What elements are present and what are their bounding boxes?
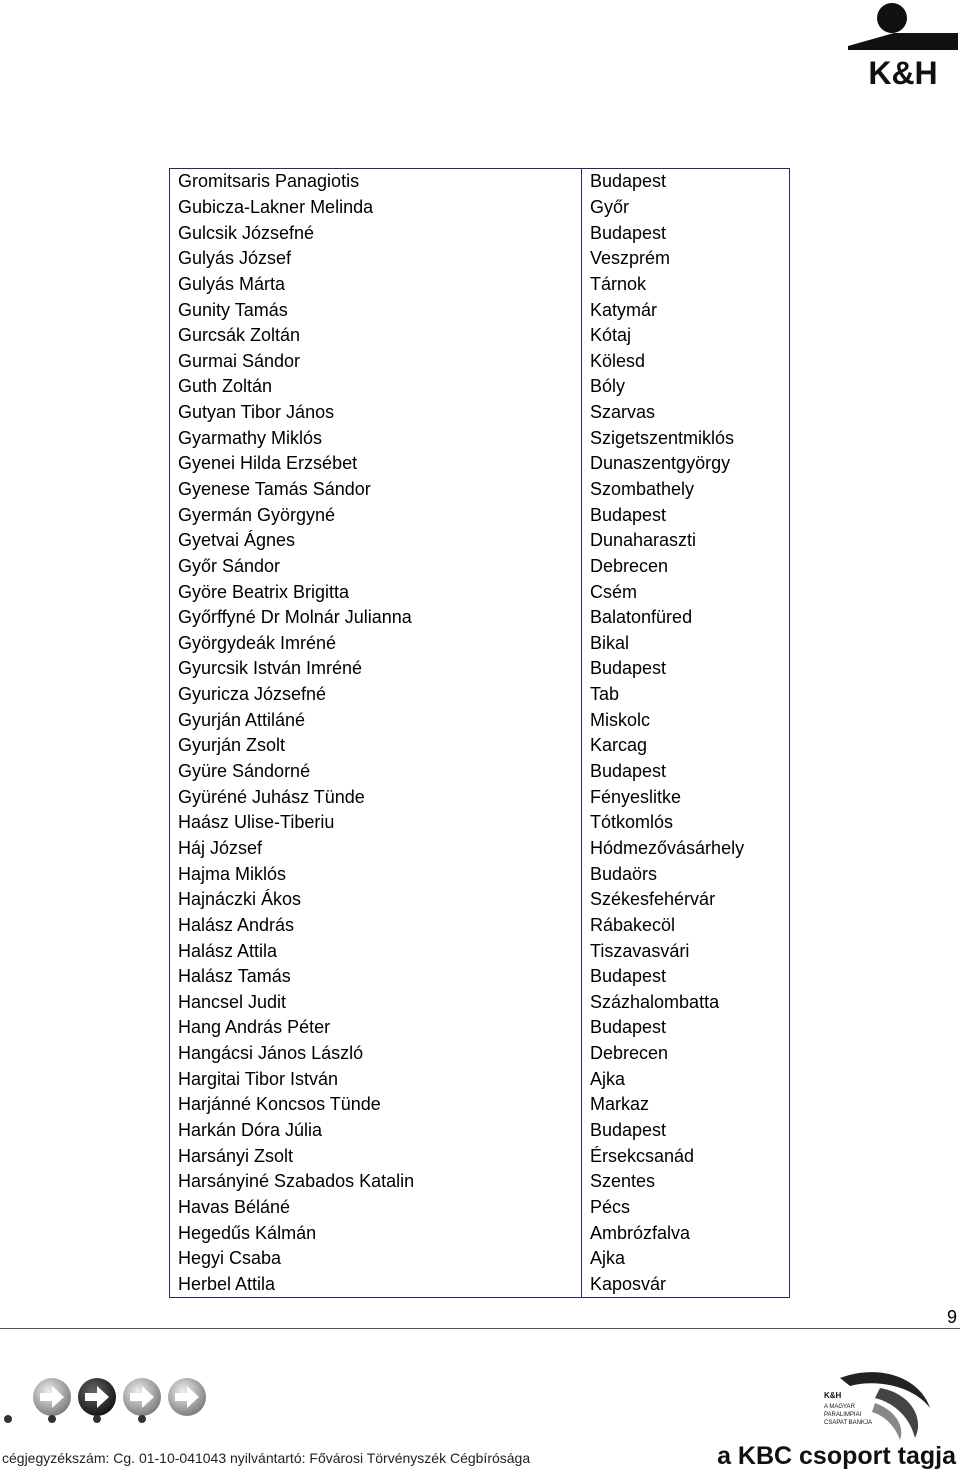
city-cell: Tárnok	[582, 272, 790, 298]
table-row	[170, 554, 790, 580]
table-row	[170, 195, 790, 221]
name-cell: Gunity Tamás	[170, 297, 582, 323]
paralympic-emblem	[820, 1368, 935, 1440]
table-row	[170, 810, 790, 836]
table-row	[170, 759, 790, 785]
table-row	[170, 784, 790, 810]
city-cell: Kótaj	[582, 323, 790, 349]
arrow-icon	[33, 1378, 71, 1416]
name-cell: Győrffyné Dr Molnár Julianna	[170, 605, 582, 631]
table-row	[170, 477, 790, 503]
city-cell: Katymár	[582, 297, 790, 323]
table-row	[170, 1246, 790, 1272]
table-row	[170, 502, 790, 528]
table-row	[170, 707, 790, 733]
table-row	[170, 964, 790, 990]
table-row	[170, 1195, 790, 1221]
table-row	[170, 323, 790, 349]
city-cell: Karcag	[582, 733, 790, 759]
name-cell: Gurcsák Zoltán	[170, 323, 582, 349]
name-cell: Györgydeák Imréné	[170, 631, 582, 657]
table-row	[170, 579, 790, 605]
svg-text:K&H: K&H	[824, 1391, 842, 1400]
arrow-icon	[123, 1378, 161, 1416]
city-cell: Szentes	[582, 1169, 790, 1195]
city-cell: Budapest	[582, 1015, 790, 1041]
page-number: 9	[946, 1307, 957, 1327]
city-cell: Bóly	[582, 374, 790, 400]
city-cell: Kaposvár	[582, 1272, 790, 1298]
decorative-arrows-graphic	[0, 1372, 220, 1432]
city-cell: Miskolc	[582, 707, 790, 733]
city-cell: Budapest	[582, 220, 790, 246]
name-cell: Gyarmathy Miklós	[170, 425, 582, 451]
name-cell: Hajnáczki Ákos	[170, 887, 582, 913]
name-cell: Györe Beatrix Brigitta	[170, 579, 582, 605]
city-cell: Szombathely	[582, 477, 790, 503]
name-cell: Gyurján Attiláné	[170, 707, 582, 733]
city-cell: Pécs	[582, 1195, 790, 1221]
name-cell: Gyüre Sándorné	[170, 759, 582, 785]
city-cell: Ajka	[582, 1246, 790, 1272]
name-cell: Havas Béláné	[170, 1195, 582, 1221]
name-cell: Halász András	[170, 913, 582, 939]
city-cell: Szigetszentmiklós	[582, 425, 790, 451]
table-row	[170, 1015, 790, 1041]
name-cell: Halász Attila	[170, 938, 582, 964]
name-cell: Hang András Péter	[170, 1015, 582, 1041]
city-cell: Budapest	[582, 502, 790, 528]
name-cell: Haász Ulise-Tiberiu	[170, 810, 582, 836]
name-cell: Gyurján Zsolt	[170, 733, 582, 759]
company-registry-footer: cégjegyzékszám: Cg. 01-10-041043 nyilvántartó: Fővárosi Törvényszék Cégbírósága	[2, 1450, 531, 1466]
city-cell: Fényeslitke	[582, 784, 790, 810]
table-row	[170, 400, 790, 426]
city-cell: Tiszavasvári	[582, 938, 790, 964]
city-cell: Budaörs	[582, 861, 790, 887]
name-cell: Gromitsaris Panagiotis	[170, 169, 582, 195]
name-cell: Gyüréné Juhász Tünde	[170, 784, 582, 810]
table-row	[170, 682, 790, 708]
table-row	[170, 1092, 790, 1118]
city-cell: Hódmezővásárhely	[582, 836, 790, 862]
svg-text:PARALIMPIAI: PARALIMPIAI	[824, 1412, 862, 1418]
name-cell: Gutyan Tibor János	[170, 400, 582, 426]
name-cell: Gyuricza Józsefné	[170, 682, 582, 708]
city-cell: Százhalombatta	[582, 990, 790, 1016]
svg-text:CSAPAT BANKJA: CSAPAT BANKJA	[824, 1420, 873, 1426]
table-row	[170, 246, 790, 272]
city-cell: Szarvas	[582, 400, 790, 426]
name-cell: Győr Sándor	[170, 554, 582, 580]
name-cell: Gubicza-Lakner Melinda	[170, 195, 582, 221]
city-cell: Tab	[582, 682, 790, 708]
table-row	[170, 938, 790, 964]
name-cell: Gulyás Márta	[170, 272, 582, 298]
svg-text:A MAGYAR: A MAGYAR	[824, 1404, 855, 1410]
table-row	[170, 528, 790, 554]
table-row	[170, 374, 790, 400]
table-row	[170, 1220, 790, 1246]
city-cell: Győr	[582, 195, 790, 221]
arrow-icon	[78, 1378, 116, 1416]
city-cell: Budapest	[582, 169, 790, 195]
table-row	[170, 733, 790, 759]
name-cell: Gyurcsik István Imréné	[170, 656, 582, 682]
table-row	[170, 836, 790, 862]
name-cell: Herbel Attila	[170, 1272, 582, 1298]
name-cell: Gulyás József	[170, 246, 582, 272]
name-cell: Gyermán Györgyné	[170, 502, 582, 528]
city-cell: Érsekcsanád	[582, 1143, 790, 1169]
city-cell: Ambrózfalva	[582, 1220, 790, 1246]
city-cell: Rábakecöl	[582, 913, 790, 939]
city-cell: Balatonfüred	[582, 605, 790, 631]
table-row	[170, 656, 790, 682]
city-cell: Budapest	[582, 656, 790, 682]
city-cell: Kölesd	[582, 348, 790, 374]
table-row	[170, 1066, 790, 1092]
name-cell: Harsányi Zsolt	[170, 1143, 582, 1169]
table-row	[170, 990, 790, 1016]
table-row	[170, 348, 790, 374]
names-table	[169, 168, 790, 1298]
name-cell: Hargitai Tibor István	[170, 1066, 582, 1092]
city-cell: Ajka	[582, 1066, 790, 1092]
table-row	[170, 861, 790, 887]
name-cell: Harkán Dóra Júlia	[170, 1118, 582, 1144]
table-row	[170, 451, 790, 477]
city-cell: Csém	[582, 579, 790, 605]
city-cell: Debrecen	[582, 554, 790, 580]
name-cell: Hajma Miklós	[170, 861, 582, 887]
table-row	[170, 1041, 790, 1067]
name-cell: Hegyi Csaba	[170, 1246, 582, 1272]
arrow-icon	[168, 1378, 206, 1416]
name-cell: Halász Tamás	[170, 964, 582, 990]
city-cell: Debrecen	[582, 1041, 790, 1067]
city-cell: Dunaharaszti	[582, 528, 790, 554]
table-row	[170, 297, 790, 323]
table-row	[170, 605, 790, 631]
name-cell: Hangácsi János László	[170, 1041, 582, 1067]
city-cell: Budapest	[582, 964, 790, 990]
table-row	[170, 913, 790, 939]
name-cell: Gyetvai Ágnes	[170, 528, 582, 554]
kbc-group-tagline: a KBC csoport tagja	[717, 1442, 956, 1470]
table-row	[170, 272, 790, 298]
table-row	[170, 631, 790, 657]
name-cell: Hegedűs Kálmán	[170, 1220, 582, 1246]
name-cell: Gyenei Hilda Erzsébet	[170, 451, 582, 477]
table-row	[170, 425, 790, 451]
name-cell: Háj József	[170, 836, 582, 862]
table-row	[170, 887, 790, 913]
name-cell: Hancsel Judit	[170, 990, 582, 1016]
table-row	[170, 1118, 790, 1144]
city-cell: Tótkomlós	[582, 810, 790, 836]
name-cell: Gulcsik Józsefné	[170, 220, 582, 246]
city-cell: Markaz	[582, 1092, 790, 1118]
table-row	[170, 1272, 790, 1298]
city-cell: Veszprém	[582, 246, 790, 272]
city-cell: Székesfehérvár	[582, 887, 790, 913]
name-cell: Harjánné Koncsos Tünde	[170, 1092, 582, 1118]
name-cell: Gurmai Sándor	[170, 348, 582, 374]
table-row	[170, 220, 790, 246]
name-cell: Gyenese Tamás Sándor	[170, 477, 582, 503]
city-cell: Budapest	[582, 1118, 790, 1144]
name-cell: Guth Zoltán	[170, 374, 582, 400]
kh-logo	[846, 0, 960, 90]
city-cell: Budapest	[582, 759, 790, 785]
svg-text:K&H: K&H	[868, 55, 938, 90]
table-row	[170, 1169, 790, 1195]
name-cell: Harsányiné Szabados Katalin	[170, 1169, 582, 1195]
footer-divider	[0, 1328, 960, 1329]
city-cell: Bikal	[582, 631, 790, 657]
table-row	[170, 169, 790, 195]
table-row	[170, 1143, 790, 1169]
city-cell: Dunaszentgyörgy	[582, 451, 790, 477]
